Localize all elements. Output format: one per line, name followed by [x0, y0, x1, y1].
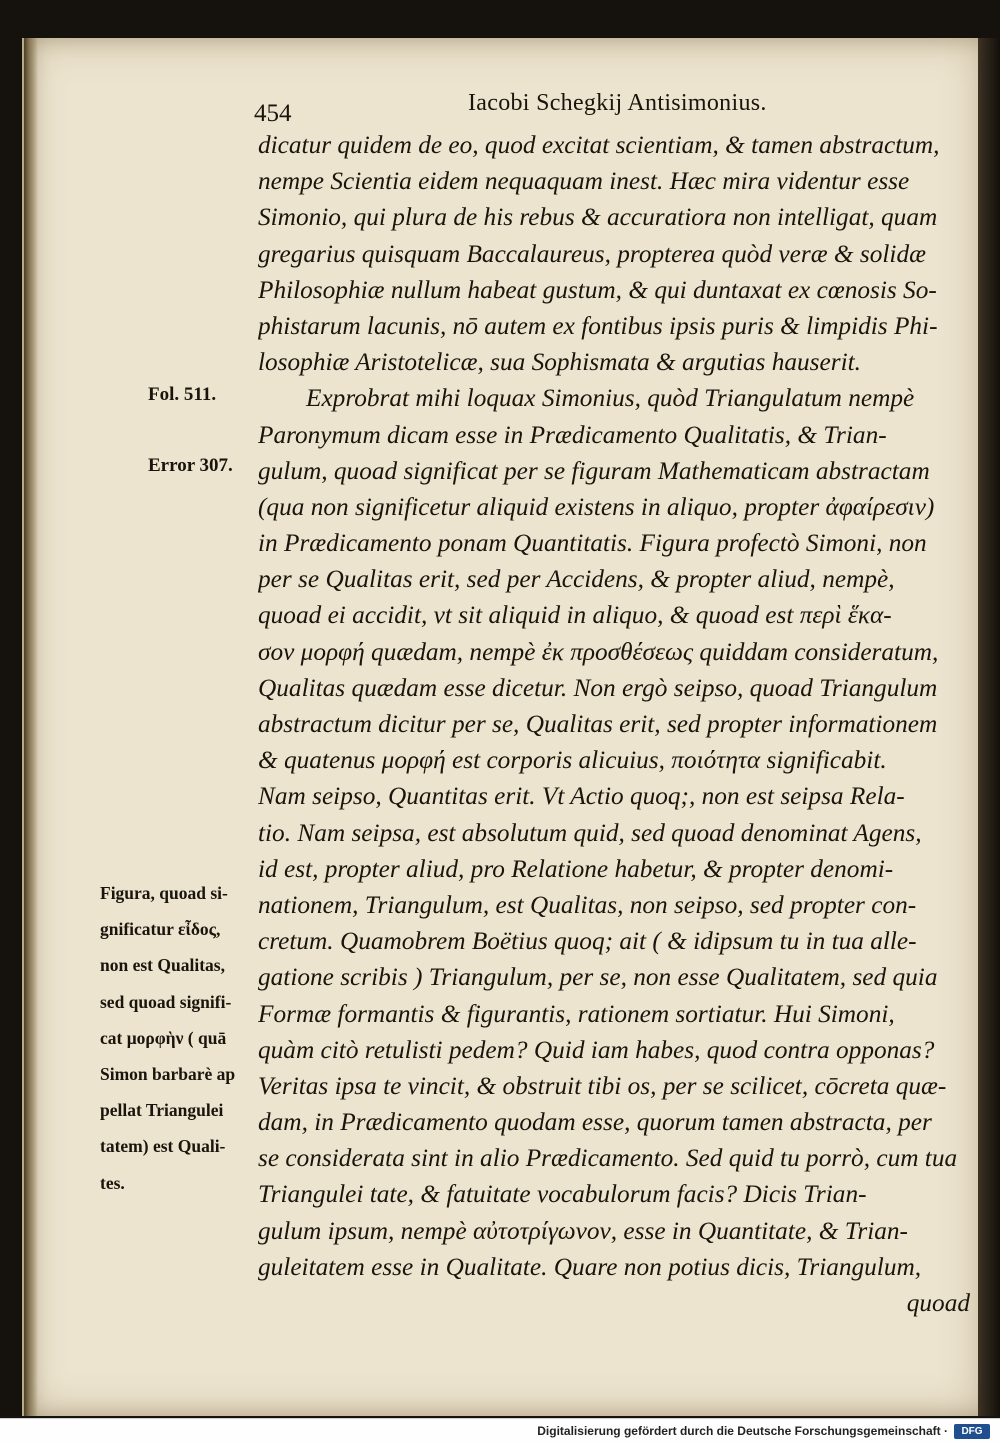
margin-note-line: Figura, quoad si-	[100, 883, 228, 903]
text-line: Simonio, qui plura de his rebus & accuratiora non intelligat, quam	[258, 203, 938, 232]
text-line: se considerata sint in alio Prædicamento. Sed quid tu porrò, cum tua	[258, 1144, 958, 1173]
running-head: Iacobi Schegkij Antisimonius.	[468, 90, 767, 116]
text-line: gulum ipsum, nempè αὐτοτρίγωνον, esse in Quantitate, & Trian-	[258, 1216, 908, 1245]
text-line: Paronymum dicam esse in Prædicamento Qualitatis, & Trian-	[258, 420, 887, 449]
text-line: Philosophiæ nullum habeat gustum, & qui duntaxat ex cœnosis So-	[258, 275, 937, 304]
margin-note-line: sed quoad signifi-	[100, 991, 232, 1012]
margin-note-line: Simon barbarè ap	[100, 1063, 236, 1084]
text-line: dicatur quidem de eo, quod excitat scientiam, & tamen abstractum,	[258, 131, 940, 159]
text-line: quoad ei accidit, vt sit aliquid in aliquo, & quoad est περὶ ἕκα-	[258, 601, 892, 630]
margin-note-line: cat μορφὴν ( quā	[100, 1027, 227, 1048]
text-line: gatione scribis ) Triangulum, per se, non esse Qualitatem, sed quia	[258, 963, 938, 992]
dfg-logo: DFG	[954, 1424, 990, 1439]
text-line: cretum. Quamobrem Boëtius quoq; ait ( & idipsum tu in tua alle-	[258, 927, 917, 956]
text-line: Exprobrat mihi loquax Simonius, quòd Triangulatum nempè	[306, 384, 915, 413]
margin-note	[100, 875, 280, 1201]
text-line: losophiæ Aristotelicæ, sua Sophismata & argutias hauserit.	[258, 348, 861, 377]
text-line: per se Qualitas erit, sed per Accidens, & propter aliud, nempè,	[258, 565, 895, 594]
margin-note-line: gnificatur εἶδος,	[100, 919, 221, 940]
text-line: Formæ formantis & figurantis, rationem sortiatur. Hui Simoni,	[258, 999, 895, 1028]
margin-note-line: tes.	[100, 1172, 125, 1193]
page-number: 454	[254, 100, 292, 127]
digitization-footer	[0, 1418, 1000, 1445]
funding-credit: Digitalisierung gefördert durch die Deutsche Forschungsgemeinschaft ·	[537, 1424, 948, 1438]
text-line: nationem, Triangulum, est Qualitas, non seipso, sed propter con-	[258, 890, 917, 919]
text-line: nempe Scientia eidem nequaquam inest. Hæc mira videntur esse	[258, 167, 910, 196]
text-line: abstractum dicitur per se, Qualitas erit, sed propter informationem	[258, 710, 938, 738]
text-line: dam, in Prædicamento quodam esse, quorum tamen abstracta, per	[258, 1108, 932, 1137]
text-line: & quatenus μορφή est corporis alicuius, ποιότητα significabit.	[258, 746, 887, 775]
margin-ref-folio: Fol. 511.	[148, 384, 217, 405]
text-line: id est, propter aliud, pro Relatione habetur, & propter denomi-	[258, 854, 894, 883]
text-line: (qua non significetur aliquid existens in aliquo, propter ἀφαίρεσιν)	[258, 492, 935, 521]
text-line: Veritas ipsa te vincit, & obstruit tibi os, per se scilicet, cōcreta quæ-	[258, 1071, 947, 1100]
text-line: phistarum lacunis, nō autem ex fontibus ipsis puris & limpidis Phi-	[258, 311, 938, 340]
catchword: quoad	[906, 1289, 970, 1317]
text-line: Qualitas quædam esse dicetur. Non ergò seipso, quoad Triangulum	[258, 673, 938, 702]
text-line: gulum, quoad significat per se figuram Mathematicam abstractam	[258, 456, 930, 485]
margin-note-line: pellat Triangulei	[100, 1100, 224, 1121]
text-line: tio. Nam seipsa, est absolutum quid, sed quoad denominat Agens,	[258, 818, 922, 847]
text-line: in Prædicamento ponam Quantitatis. Figura profectò Simoni, non	[258, 529, 927, 558]
main-text	[258, 127, 970, 1321]
text-line: Triangulei tate, & fatuitate vocabulorum facis? Dicis Trian-	[258, 1180, 867, 1209]
margin-note-line: non est Qualitas,	[100, 955, 225, 976]
text-line: gregarius quisquam Baccalaureus, propterea quòd veræ & solidæ	[258, 239, 926, 268]
text-line: σον μορφή quædam, nempè ἐκ προσθέσεως quiddam consideratum,	[258, 637, 939, 666]
text-line: quàm citò retulisti pedem? Quid iam habes, quod contra opponas?	[258, 1035, 935, 1064]
page-header	[230, 52, 950, 127]
text-line: Nam seipso, Quantitas erit. Vt Actio quoq;, non est seipsa Rela-	[258, 782, 905, 811]
page-edge-shadow	[978, 38, 1000, 1416]
text-line: guleitatem esse in Qualitate. Quare non potius dicis, Triangulum,	[258, 1252, 922, 1281]
margin-note-line: tatem) est Quali-	[100, 1136, 226, 1157]
margin-ref-error: Error 307.	[148, 455, 233, 476]
